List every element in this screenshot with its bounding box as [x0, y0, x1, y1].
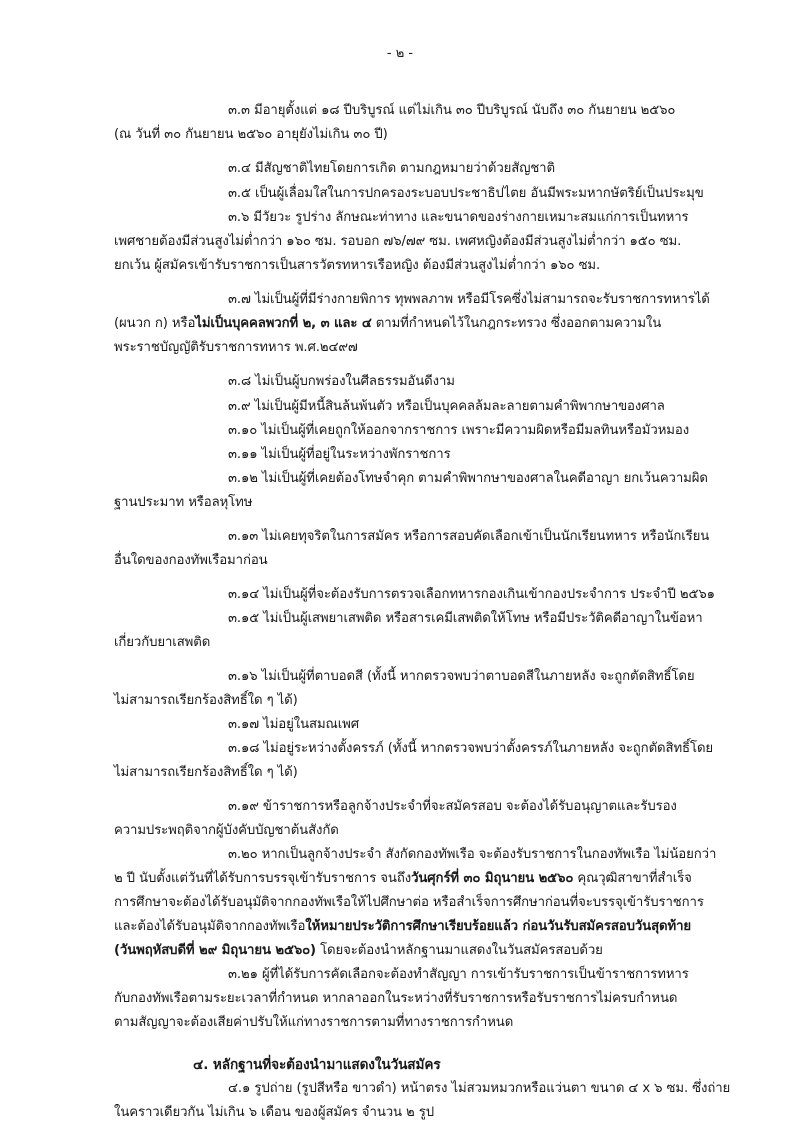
clause-3-20-deadline-bold: (วันพฤหัสบดีที่ ๒๙ มิถุนายน ๒๕๖๐)	[114, 943, 316, 958]
clause-3-20-text-4: โดยจะต้องนำหลักฐานมาแสดงในวันสมัครสอบด้วย	[315, 943, 603, 958]
clause-3-4: ๓.๔ มีสัญชาติไทยโดยการเกิด ตามกฎหมายว่าด้วยสัญชาติ	[228, 161, 555, 176]
clause-3-6-cont-2: ยกเว้น ผู้สมัครเข้ารับราชการเป็นสารวัตรทหารเรือหญิง ต้องมีส่วนสูงไม่ต่ำกว่า ๑๖๐ ซม.	[114, 258, 601, 273]
clause-3-15: ๓.๑๕ ไม่เป็นผู้เสพยาเสพติด หรือสารเคมีเสพติดให้โทษ หรือมีประวัติคดีอาญาในข้อหา	[228, 611, 703, 626]
clause-3-17: ๓.๑๗ ไม่อยู่ในสมณเพศ	[228, 717, 359, 732]
clause-3-19-cont: ความประพฤติจากผู้บังคับบัญชาต้นสังกัด	[114, 823, 339, 838]
clause-3-16: ๓.๑๖ ไม่เป็นผู้ที่ตาบอดสี (ทั้งนี้ หากตรวจพบว่าตาบอดสีในภายหลัง จะถูกตัดสิทธิ์โดย	[228, 669, 695, 684]
clause-3-21-cont-1: กับกองทัพเรือตามระยะเวลาที่กำหนด หากลาออกในระหว่างที่รับราชการหรือรับราชการไม่ครบกำหนด	[114, 991, 678, 1006]
clause-3-20: ๓.๒๐ หากเป็นลูกจ้างประจำ สังกัดกองทัพเรือ จะต้องรับราชการในกองทัพเรือ ไม่น้อยกว่า	[228, 847, 717, 862]
clause-3-15-cont: เกี่ยวกับยาเสพติด	[114, 635, 211, 650]
clause-3-5: ๓.๕ เป็นผู้เลื่อมใสในการปกครองระบอบประชาธิปไตย อันมีพระมหากษัตริย์เป็นประมุข	[228, 186, 704, 201]
clause-3-19: ๓.๑๙ ข้าราชการหรือลูกจ้างประจำที่จะสมัครสอบ จะต้องได้รับอนุญาตและรับรอง	[228, 799, 677, 814]
clause-3-20-bold-2: ให้หมายประวัติการศึกษาเรียบร้อยแล้ว ก่อนวันรับสมัครสอบวันสุดท้าย	[305, 919, 692, 934]
clause-3-6: ๓.๖ มีวัยวะ รูปร่าง ลักษณะท่าทาง และขนาดของร่างกายเหมาะสมแก่การเป็นทหาร	[228, 210, 689, 225]
clause-3-11: ๓.๑๑ ไม่เป็นผู้ที่อยู่ในระหว่างพักราชการ	[228, 447, 451, 462]
clause-3-7-text: (ผนวก ก) หรือ	[114, 316, 196, 331]
clause-3-18: ๓.๑๘ ไม่อยู่ระหว่างตั้งครรภ์ (ทั้งนี้ หากตรวจพบว่าตั้งครรภ์ในภายหลัง จะถูกตัดสิทธิ์โดย	[228, 741, 714, 756]
clause-3-8: ๓.๘ ไม่เป็นผู้บกพร่องในศีลธรรมอันดีงาม	[228, 374, 455, 389]
clause-3-10: ๓.๑๐ ไม่เป็นผู้ที่เคยถูกให้ออกจากราชการ เพราะมีความผิดหรือมีมลทินหรือมัวหมอง	[228, 423, 690, 438]
clause-3-20-cont-1	[114, 869, 692, 889]
clause-3-20-cont-3	[114, 917, 691, 937]
page-number: - ๒ -	[386, 46, 414, 61]
clause-3-12-cont: ฐานประมาท หรือลหุโทษ	[114, 495, 253, 510]
clause-3-20-text-2: คุณวุฒิสาขาที่สำเร็จ	[573, 871, 692, 886]
clause-3-20-text: ๒ ปี นับตั้งแต่วันที่ได้รับการบรรจุเข้ารับราชการ จนถึง	[114, 871, 412, 886]
clause-3-20-cont-2: การศึกษาจะต้องได้รับอนุมัติจากกองทัพเรือให้ไปศึกษาต่อ หรือสำเร็จการศึกษาก่อนที่จะบรรจุเข้ารับราชการ	[114, 895, 704, 910]
clause-3-6-cont-1: เพศชายต้องมีส่วนสูงไม่ต่ำกว่า ๑๖๐ ซม. รอบอก ๗๖/๗๙ ซม. เพศหญิงต้องมีส่วนสูงไม่ต่ำกว่า ๑๕๐ ซม.	[114, 234, 682, 249]
clause-4-1-cont: ในคราวเดียวกัน ไม่เกิน ๖ เดือน ของผู้สมัคร จำนวน ๒ รูป	[114, 1105, 434, 1120]
clause-3-13: ๓.๑๓ ไม่เคยทุจริตในการสมัคร หรือการสอบคัดเลือกเข้าเป็นนักเรียนทหาร หรือนักเรียน	[228, 529, 710, 544]
clause-3-20-cont-4	[114, 941, 603, 961]
clause-3-20-text-3: และต้องได้รับอนุมัติจากกองทัพเรือ	[114, 919, 306, 934]
clause-3-3: ๓.๓ มีอายุตั้งแต่ ๑๘ ปีบริบูรณ์ แต่ไม่เกิน ๓๐ ปีบริบูรณ์ นับถึง ๓๐ กันยายน ๒๕๖๐	[228, 103, 676, 118]
clause-3-18-cont: ไม่สามารถเรียกร้องสิทธิ์ใด ๆ ได้)	[114, 765, 298, 780]
clause-3-20-date-bold: วันศุกร์ที่ ๓๐ มิถุนายน ๒๕๖๐	[411, 871, 574, 886]
clause-3-16-cont: ไม่สามารถเรียกร้องสิทธิ์ใด ๆ ได้)	[114, 693, 298, 708]
section-4-heading: ๔. หลักฐานที่จะต้องนำมาแสดงในวันสมัคร	[193, 1057, 441, 1073]
clause-3-21: ๓.๒๑ ผู้ที่ได้รับการคัดเลือกจะต้องทำสัญญา การเข้ารับราชการเป็นข้าราชการทหาร	[228, 967, 689, 982]
clause-3-13-cont: อื่นใดของกองทัพเรือมาก่อน	[114, 553, 268, 568]
clause-3-7: ๓.๗ ไม่เป็นผู้ที่มีร่างกายพิการ ทุพพลภาพ หรือมีโรคซึ่งไม่สามารถจะรับราชการทหารได้	[228, 292, 710, 307]
clause-3-21-cont-2: ตามสัญญาจะต้องเสียค่าปรับให้แก่ทางราชการตามที่ทางราชการกำหนด	[114, 1015, 514, 1030]
clause-3-14: ๓.๑๔ ไม่เป็นผู้ที่จะต้องรับการตรวจเลือกทหารกองเกินเข้ากองประจำการ ประจำปี ๒๕๖๑	[228, 587, 715, 602]
clause-3-9: ๓.๙ ไม่เป็นผู้มีหนี้สินล้นพ้นตัว หรือเป็นบุคคลล้มละลายตามคำพิพากษาของศาล	[228, 399, 665, 414]
clause-3-7-cont-2: พระราชบัญญัติรับราชการทหาร พ.ศ.๒๔๙๗	[114, 340, 358, 355]
clause-3-7-text-2: ตามที่กำหนดไว้ในกฎกระทรวง ซึ่งออกตามความใน	[371, 316, 662, 331]
clause-3-12: ๓.๑๒ ไม่เป็นผู้ที่เคยต้องโทษจำคุก ตามคำพิพากษาของศาลในคดีอาญา ยกเว้นความผิด	[228, 471, 708, 486]
clause-3-3-cont: (ณ วันที่ ๓๐ กันยายน ๒๕๖๐ อายุยังไม่เกิน ๓๐ ปี)	[114, 127, 388, 142]
clause-3-7-cont-1	[114, 314, 661, 334]
clause-4-1: ๔.๑ รูปถ่าย (รูปสีหรือ ขาวดำ) หน้าตรง ไม่สวมหมวกหรือแว่นตา ขนาด ๔ x ๖ ซม. ซึ่งถ่าย	[228, 1081, 731, 1096]
clause-3-7-bold: ไม่เป็นบุคคลพวกที่ ๒, ๓ และ ๔	[195, 316, 372, 331]
